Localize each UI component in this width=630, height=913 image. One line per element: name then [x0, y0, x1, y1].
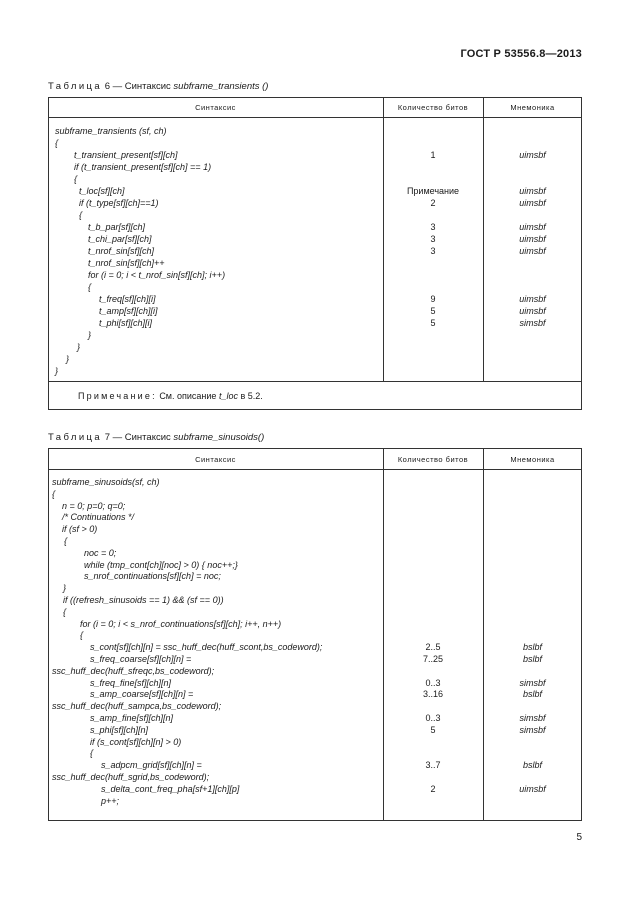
table7-syntax-line: s_phi[sf][ch][n]	[90, 724, 149, 735]
table6-bits-cell: 1	[430, 150, 436, 160]
table6-bits-cell: 3	[430, 222, 436, 232]
table7-syntax-line: if ((refresh_sinusoids == 1) && (sf == 0))	[63, 595, 224, 605]
table6-syntax-line: }	[66, 354, 70, 364]
table7-mnemonic-cell: bslbf	[522, 760, 542, 771]
table7-caption	[48, 432, 264, 443]
table6-syntax-line: }	[88, 330, 92, 340]
table7-bits-cell: 2	[430, 783, 436, 794]
table6-mnemonic-cell: uimsbf	[519, 198, 546, 208]
table7-mnemonic-cell: simsbf	[519, 713, 546, 723]
table7-syntax-line: if (sf > 0)	[62, 524, 98, 535]
table7-bits-cell: 3..16	[422, 689, 444, 700]
table7-bits-cell: 7..25	[422, 654, 444, 664]
table6-caption	[48, 81, 268, 92]
table6-syntax-line: if (t_transient_present[sf][ch] == 1)	[74, 162, 212, 172]
table6-bits-cell: 3	[430, 234, 436, 244]
table6-mnemonic-cell: uimsbf	[519, 186, 546, 196]
table6-mnemonic-cell: uimsbf	[519, 294, 546, 304]
table7-syntax-line: s_nrof_continuations[sf][ch] = noc;	[84, 571, 221, 582]
table6-syntax-line: t_amp[sf][ch][i]	[99, 306, 158, 316]
table7-bits-cell: 0..3	[425, 713, 441, 723]
table6-syntax-line: {	[79, 210, 83, 220]
table7-syntax-line: }	[63, 583, 67, 594]
table6-mnemonic-cell: uimsbf	[519, 246, 546, 256]
table7-mnemonic-cell: bslbf	[522, 654, 542, 664]
table7-syntax-line: subframe_sinusoids(sf, ch)	[52, 477, 160, 487]
table7-syntax-line: s_amp_coarse[sf][ch][n] =	[90, 689, 194, 700]
table7-syntax-line: noc = 0;	[84, 547, 117, 558]
table7-bits-cell: 0..3	[425, 677, 441, 688]
table7-mnemonic-cell: bslbf	[522, 642, 542, 653]
table7-bits-cell: 5	[430, 724, 436, 735]
table7-mnemonic-cell: uimsbf	[519, 783, 546, 794]
table7-mnemonic-cell: simsbf	[519, 724, 546, 735]
table6-syntax-line: }	[77, 342, 81, 352]
table7-bits-cell: 2..5	[425, 642, 441, 653]
table7-syntax-line: s_freq_coarse[sf][ch][n] =	[90, 654, 192, 664]
table6-syntax-line: t_loc[sf][ch]	[79, 186, 125, 196]
table7-syntax-line: for (i = 0; i < s_nrof_continuations[sf][ch]; i++, n++)	[80, 618, 282, 629]
table7-col-bits: Количество битов	[397, 455, 469, 464]
table6-note-label: Примечание:	[78, 391, 157, 401]
table6-col-bits: Количество битов	[397, 103, 469, 112]
table6-col-mnemonic: Мнемоника	[510, 103, 555, 112]
table7-syntax-line: ssc_huff_dec(huff_sfreqc,bs_codeword);	[52, 665, 215, 676]
table6-bits-cell: Примечание	[406, 186, 460, 196]
table7-mnemonic-cell: bslbf	[522, 689, 542, 700]
table6-mnemonic-cell: simsbf	[519, 318, 546, 328]
table6-col-syntax: Синтаксис	[195, 103, 236, 112]
table7-syntax-line: /* Continuations */	[62, 512, 135, 523]
table7-caption-prefix: Таблица	[48, 432, 103, 443]
table7-syntax-line: {	[52, 488, 56, 499]
table6-bits-cell: 5	[430, 318, 436, 328]
table7-caption-name: subframe_sinusoids()	[173, 432, 265, 443]
table7-syntax-line: s_freq_fine[sf][ch][n]	[90, 677, 172, 688]
table6-syntax-line: {	[55, 138, 59, 148]
table7-syntax-line: ssc_huff_dec(huff_sgrid,bs_codeword);	[52, 772, 210, 782]
table6-syntax-line: t_nrof_sin[sf][ch]++	[88, 258, 165, 268]
table7-bits-cell: 3..7	[425, 760, 441, 771]
table7-syntax-line: {	[64, 536, 68, 546]
table6-bits-cell: 3	[430, 246, 436, 256]
table7-col-syntax: Синтаксис	[195, 455, 236, 464]
table6-note-text: См. описание	[159, 391, 217, 401]
table7-syntax-line: s_amp_fine[sf][ch][n]	[90, 713, 174, 723]
table6-syntax-line: t_transient_present[sf][ch]	[74, 150, 178, 160]
table7-syntax-line: if (s_cont[sf][ch][n] > 0)	[90, 736, 182, 747]
table6-bits-cell: 9	[430, 294, 436, 304]
table6-syntax-line: }	[55, 366, 59, 376]
table7-caption-number: 7 — Синтаксис	[104, 432, 171, 443]
standard-header: ГОСТ Р 53556.8—2013	[460, 48, 582, 60]
table6-bits-cell: 5	[430, 306, 436, 316]
table6-syntax-line: {	[74, 174, 78, 184]
table7-syntax-line: n = 0; p=0; q=0;	[62, 500, 126, 511]
table6-syntax-line: if (t_type[sf][ch]==1)	[79, 198, 159, 208]
table6-mnemonic-cell: uimsbf	[519, 222, 546, 232]
table7-syntax-line: s_delta_cont_freq_pha[sf+1][ch][p]	[101, 783, 240, 794]
table7-syntax-line: s_adpcm_grid[sf][ch][n] =	[101, 760, 202, 771]
table6-mnemonic-cell: uimsbf	[519, 306, 546, 316]
table6-syntax-line: t_phi[sf][ch][i]	[99, 318, 153, 328]
table7-syntax-line: {	[90, 748, 94, 759]
table6-syntax-line: {	[88, 282, 92, 292]
table7-col-mnemonic: Мнемоника	[510, 455, 555, 464]
table6-syntax-line: t_chi_par[sf][ch]	[88, 234, 152, 244]
table7-syntax-line: {	[63, 606, 67, 617]
table6-syntax-line: t_b_par[sf][ch]	[88, 222, 146, 232]
table7-syntax-line: {	[80, 630, 84, 641]
table6-note-term: t_loc	[218, 391, 238, 401]
table6-syntax-line: t_freq[sf][ch][i]	[99, 294, 156, 304]
table6-syntax-line: t_nrof_sin[sf][ch]	[88, 246, 155, 256]
table6-syntax-line: for (i = 0; i < t_nrof_sin[sf][ch]; i++)	[88, 270, 226, 280]
table7-syntax-line: p++;	[101, 795, 120, 806]
table6-note	[78, 391, 263, 401]
table7-syntax-line: while (tmp_cont[ch][noc] > 0) { noc++;}	[84, 559, 238, 570]
page-number: 5	[576, 832, 582, 843]
table7-header-divider	[48, 469, 582, 470]
table6-note-tail: в 5.2.	[240, 391, 263, 401]
table6-note-divider	[48, 381, 582, 382]
table6-caption-name: subframe_transients ()	[173, 81, 269, 92]
table6-caption-prefix: Таблица	[48, 81, 103, 92]
table7-mnemonic-cell: simsbf	[519, 677, 546, 688]
table6-mnemonic-cell: uimsbf	[519, 234, 546, 244]
table6-mnemonic-cell: uimsbf	[519, 150, 546, 160]
table7-syntax-line: ssc_huff_dec(huff_sampca,bs_codeword);	[52, 701, 222, 712]
table6-caption-number: 6 — Синтаксис	[104, 81, 171, 92]
table6-syntax-line: subframe_transients (sf, ch)	[55, 126, 167, 136]
table7-syntax-line: s_cont[sf][ch][n] = ssc_huff_dec(huff_scont,bs_codeword);	[90, 642, 323, 653]
table6-header-divider	[48, 117, 582, 118]
table6-bits-cell: 2	[430, 198, 436, 208]
